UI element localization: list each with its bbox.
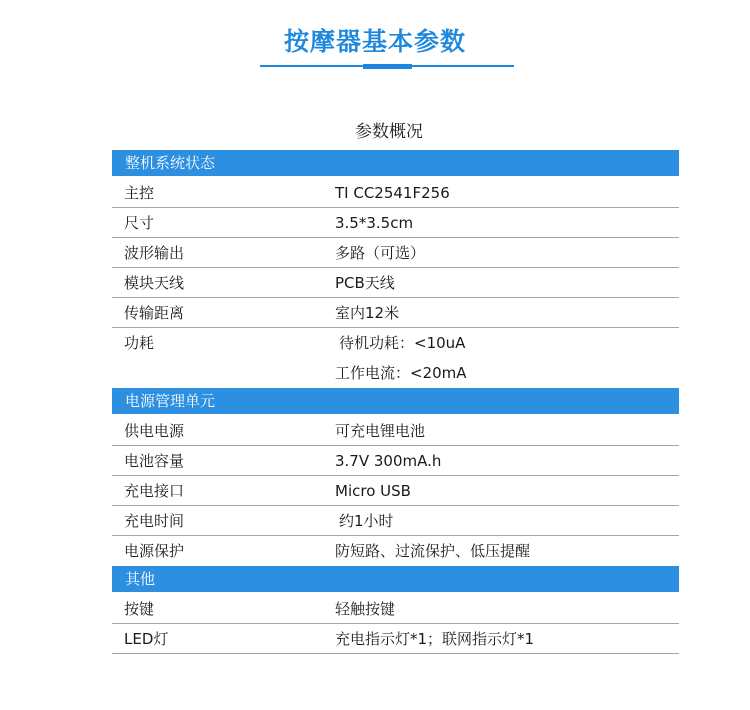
row-value: PCB天线 — [335, 274, 395, 292]
row-value: 3.7V 300mA.h — [335, 452, 442, 470]
section-header-system — [112, 150, 679, 176]
page-title: 按摩器基本参数 — [283, 27, 466, 56]
table-row — [112, 416, 679, 446]
row-label: 充电接口 — [124, 482, 185, 500]
row-label: 充电时间 — [124, 512, 185, 530]
row-label: 供电电源 — [124, 422, 185, 440]
title-underline-accent — [363, 64, 412, 69]
section-header-other — [112, 566, 679, 592]
table-row — [112, 536, 679, 566]
table-row — [112, 624, 679, 654]
section-title: 整机系统状态 — [125, 154, 216, 172]
row-label: 主控 — [124, 184, 155, 202]
row-value: 待机功耗：<10uA — [339, 334, 466, 352]
row-label: LED灯 — [124, 630, 169, 648]
row-value: Micro USB — [335, 482, 411, 500]
table-row — [112, 268, 679, 298]
row-label: 电源保护 — [124, 542, 185, 560]
row-value: 室内12米 — [335, 304, 400, 322]
section-title: 电源管理单元 — [125, 392, 216, 410]
table-row — [112, 358, 679, 388]
table-row — [112, 446, 679, 476]
table-row — [112, 238, 679, 268]
row-value: 轻触按键 — [335, 600, 396, 618]
row-label: 尺寸 — [124, 214, 155, 232]
row-value: TI CC2541F256 — [335, 184, 450, 202]
row-value: 防短路、过流保护、低压提醒 — [335, 542, 531, 560]
row-value: 3.5*3.5cm — [335, 214, 414, 232]
row-label: 电池容量 — [124, 452, 185, 470]
table-row — [112, 178, 679, 208]
table-title: 参数概况 — [355, 122, 423, 142]
table-row — [112, 328, 679, 358]
row-value: 多路（可选） — [335, 244, 426, 262]
row-label: 功耗 — [124, 334, 155, 352]
section-header-power — [112, 388, 679, 414]
spec-table — [112, 150, 679, 654]
row-label: 按键 — [124, 600, 155, 618]
section-title: 其他 — [125, 570, 156, 588]
row-value: 约1小时 — [339, 512, 394, 530]
table-row — [112, 506, 679, 536]
row-value: 工作电流：<20mA — [335, 364, 467, 382]
row-label: 传输距离 — [124, 304, 185, 322]
row-label: 模块天线 — [124, 274, 185, 292]
table-row — [112, 476, 679, 506]
row-value: 充电指示灯*1；联网指示灯*1 — [335, 630, 535, 648]
table-row — [112, 594, 679, 624]
table-row — [112, 208, 679, 238]
row-label: 波形输出 — [124, 244, 185, 262]
row-value: 可充电锂电池 — [335, 422, 426, 440]
table-row — [112, 298, 679, 328]
